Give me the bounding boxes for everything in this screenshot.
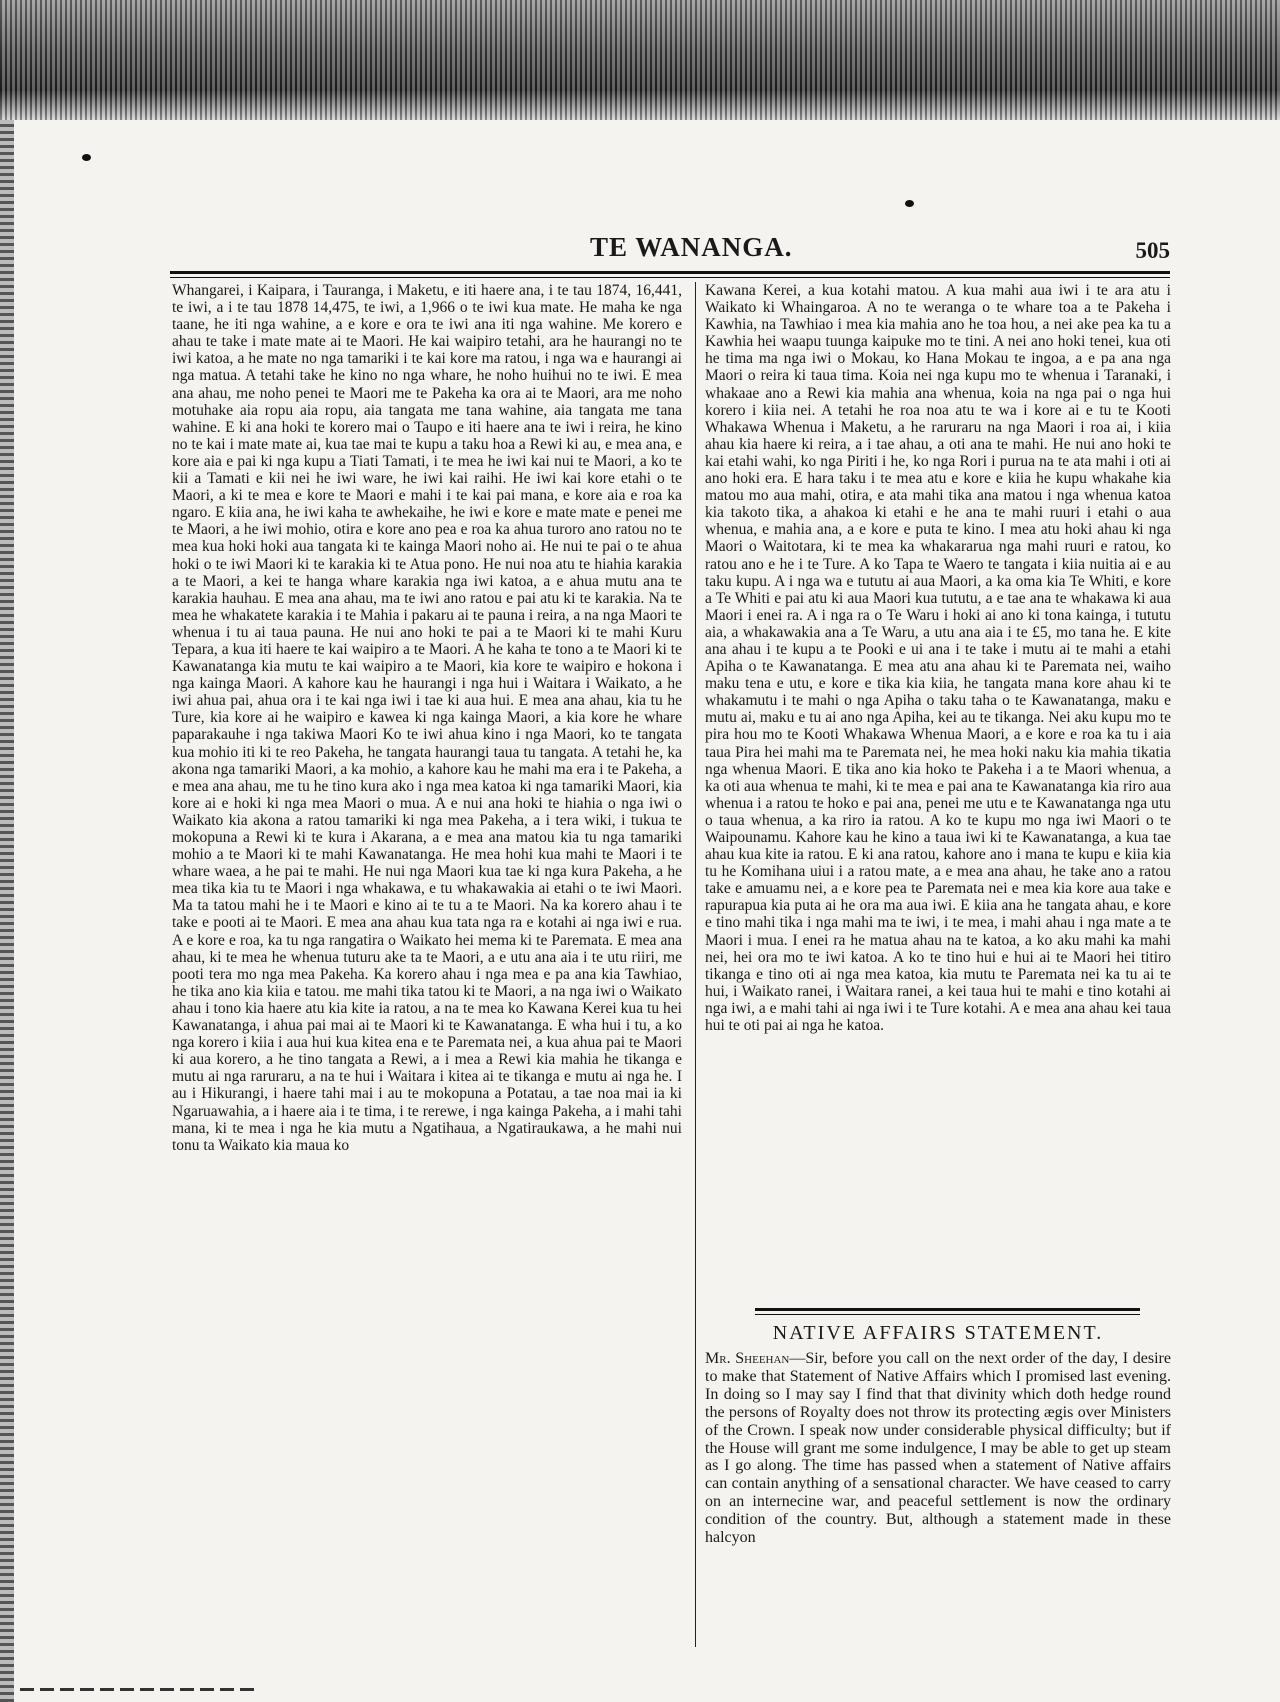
page-number: 505 xyxy=(1135,238,1170,263)
section-rule xyxy=(755,1308,1140,1311)
header-rule-thin xyxy=(170,277,1170,278)
column-divider xyxy=(695,282,696,1647)
speech-text: —Sir, before you call on the next order of the day, I desire to make that Statement of Native Affairs which I promised last evening. In doing so I may say I find that that divinity which doth hedge round the persons of Royalty does not throw its protecting ægis over Ministers of the Crown. I speak now under considerable physical difficulty; but if the House will grant me some indulgence, I may be able to get up steam as I go along. The time has passed when a statement of Native affairs can contain anything of a sensational character. We have ceased to carry on an internecine war, and peaceful settlement is now the ordinary condition of the country. But, although a statement made in these halcyon xyxy=(705,1350,1171,1547)
running-title: TE WANANGA. xyxy=(590,232,793,262)
right-column xyxy=(705,282,1171,1034)
scan-border-left xyxy=(0,120,14,1702)
scan-border-top xyxy=(0,0,1280,120)
ink-dot xyxy=(905,200,914,207)
speaker-name: Mr. Sheehan xyxy=(705,1350,790,1367)
speech-paragraph xyxy=(705,1350,1171,1650)
section-rule-thin xyxy=(755,1314,1140,1315)
header-rule xyxy=(170,271,1170,274)
ink-dot xyxy=(82,154,91,161)
left-column xyxy=(172,282,682,1647)
right-column-text: Kawana Kerei, a kua kotahi matou. A kua mahi aua iwi i te ara atu i Waikato ki Whaingaroa. A no te weranga o te whare toa a te Pakeha i Kawhia, na Tawhiao i mea kia mahia ano he toa hou, a nei ake pea ka tu a Kawhia hei waapu tuunga kaipuke mo te tini. A nei ano hoki tenei, kua oti he tima ma nga iwi o Mokau, ko Hana Mokau te ingoa, a e pa ana nga Maori o reira ki taua tima. Koia nei nga kupu mo te whenua i Taranaki, i whakaae ano a Rewi kia mahia ana whenua, koia na nga pai o nga hui korero i kiia nei. A tetahi he roa noa atu te wa i kore ai e tu te Kooti Whakawa Whenua i Maketu, a he raruraru na nga Maori i roa ai, i kiia ahau kia haere ki reira, a i tae ahau, a oti ana te mahi. He nui ano hoki te kai etahi wahi, ko nga Piriti i he, ko nga Rori i purua na te ata mahi i oti ai ano hoki era. E hara taku i te mea atu e kore e kiia he kupu whakahe kia matou mo aua mahi, otira, e ata mahi tika ana matou i nga whenua katoa kia takoto tika, a ahakoa ki etahi e he ana te mahi ruuri i etahi o aua whenua, e mahia ana, a e kore e puta te kino. I mea atu hoki ahau ki nga Maori o Waitotara, ki te mea ka whakararua nga mahi ruuri e ratou, ko ratou ano e he i te Ture. A ko Tapa te Waero te tangata i kiia nuitia ai e au taku kupu. A i nga wa e tututu ai aua Maori, a ka oma kia Te Whiti, e kore a Te Whiti e pai atu ki aua Maori kua tututu, a e tae ana te whakawa ki aua Maori i enei ra. A i nga ra o Te Waru i hoki ai ano ki tona kainga, i tututu aia, a whakawakia ana a Te Waru, a utu ana aia i te £5, mo tana he. E kite ana ahau i te kupu a te Pooki e ui ana i te take i mutu ai te mahi a etahi Apiha o te Kawanatanga. E mea atu ana ahau ki te Paremata nei, waiho maku tena e utu, e kore e tika kia kiia, he tangata mana kore ahau ki te whakamutu i te mahi o nga Apiha o taku taha o te Kawanatanga, maku e mutu ai, maku e tu ai ano nga Apiha, kei au te tikanga. Nei aku kupu mo te pira hou mo te Kooti Whakawa Whenua Maori, a e kore e roa ka tu i aia taua Pira hei mahi ma te Paremata nei, he mea hoki naku kia mahia tikatia nga whenua Maori. E tika ano kia hoko te Pakeha i a te Maori whenua, a ka oti aua whenua te mahi, ki te mea e pai ana te Kawanatanga kia riro aua whenua i a ratou te hoko e pai ana, penei me utu e te Kawanatanga nga utu o taua whenua, a ka riro ia ratou. A ko te kupu mo nga iwi Maori o te Waipounamu. Kahore kau he kino a taua iwi ki te Kawanatanga, a kua tae ahau kua kite ia ratou. E ki ana ratou, kahore ano i mana te kupu e kiia kia tu he Komihana uiui i a ratou mate, a e mea ana ahau, he take ano a ratou take e amuamu nei, a e kore pea te Paremata nei e mea kia kore aua take e rapurapua kia puta ai he ora ma aua iwi. E kiia ana he tangata ahau, e kore e tino mahi tika i nga mahi ma te iwi, i te mea, i mahi ahau i nga mate a te Maori i mua. I enei ra he matua ahau na te katoa, a ko aku mahi ka mahi nei, hei ora mo te iwi katoa. A ko te tino hui e hui ai te Maori hei titiro tikanga e tino oti ai nga mea katoa, kia mutu te Paremata nei ka tu ai te hui, i Waikato ranei, i Waitara ranei, a kei taua hui te mahi e tino kotahi ai nga iwi, a e mahi tahi ai nga iwi i te Ture kotahi. A e mea ana ahau kei taua hui te oti pai ai nga he katoa. xyxy=(705,282,1171,1035)
left-column-text: Whangarei, i Kaipara, i Tauranga, i Maketu, e iti haere ana, i te tau 1874, 16,441, te iwi, a i te tau 1878 14,475, te iwi, a 1,966 o te iwi kua mate. He maha ke nga taane, he iti nga wahine, a e kore e ora te iwi ana iti nga wahine. Me korero e ahau te take i mate mate ai te Maori. He kai waipiro tetahi, ara he haurangi no te iwi katoa, a he mate no nga tamariki i te kai kore ma ratou, i nga wa e haurangi ai nga matua. A tetahi take he kino no nga whare, he noho huihui no te iwi. E mea ana ahau, me noho penei te Maori me te Pakeha ka ora ai te Maori, ara me noho motuhake aia ropu aia ropu, aia tangata me tana wahine, aia tangata me tana wahine. E ki ana hoki te korero mai o Taupo e iti haere ana te iwi i reira, he kino no te kai i mate mate ai, kua tae mai te kupu a taku hoa a Rewi ki au, e mea ana, e kore aia e pai ki nga kupu a Tiati Tamati, i te mea he iwi kai nui te Maori, a ko te kii a Tamati e kii nei he iwi ware, he iwi kai raihi. He iwi kai kore etahi o te Maori, a ki te mea e kore te Maori e mahi i te kai pai mana, e kore aia e roa ka ngaro. E kiia ana, he iwi kaha te awhekaihe, he iwi e kore e mate mate e penei me te Maori, a he iwi mohio, otira e kore ano pea e roa ka ahua turoro ano ratou no te mea kua hoki hoki aua tangata ki te kainga Maori noho ai. He nui te pai o te ahua hoki o te iwi Maori ki te karakia ki te Atua pono. He nui noa atu te hiahia karakia a te Maori, a kei te hanga whare karakia nga iwi katoa, a e ahua mutu ana te karakia hauhau. E mea ana ahau, ma te iwi ano ratou e pai atu ki te karakia. Na te mea he whakatete karakia i te Mahia i pakaru ai te pauna i reira, a na nga Maori te whenua i tu ai taua pauna. He nui ano hoki te pai a te Maori ki te mahi Kuru Tepara, a kua iti haere te kai waipiro a te Maori. A he kaha te tono a te Maori ki te Kawanatanga kia mutu te kai waipiro a te Maori, kia kore te waipiro e hokona i nga kainga Maori. A kahore kau he haurangi i nga hui i Waitara i Waikato, a he iwi ahua pai, ahua ora i te kai nga iwi i tae ki aua hui. E mea ana ahau, kia tu he Ture, kia kore ai he waipiro e kawea ki nga kainga Maori, a kia kore he whare paparakauhe i nga takiwa Maori Ko te iwi ahua kino i nga Maori, ko te tangata kua mohio iti ki te reo Pakeha, he tangata haurangi taua tu tangata. A tetahi he, ka akona nga tamariki Maori, a ka mohio, a kahore kau he mahi ma era i te Pakeha, a e mea ana ahau, me tu he tino kura ako i nga mea katoa ki nga tamariki Maori, kia kore ai e hoki ki nga mea Maori o mua. A e nui ana hoki te hiahia o nga iwi o Waikato kia akona a ratou tamariki ki nga mea Pakeha, a i tera wiki, i tukua te mokopuna a Rewi ki te kura i Akarana, a e mea ana matou kia tu nga tamariki mohio a te Maori ki te mahi Kawanatanga. He mea hohi kua mahi te Maori i te whare waea, a he pai te mahi. He nui nga Maori kua tae ki nga kura Pakeha, a he mea tika kia tu te Maori i nga whakawa, e tu whakawakia ai etahi o te iwi Maori. Ma ta tatou mahi he i te Maori e kino ai te tu a te Maori. Na ka korero ahau i te take e pooti ai te Maori. E mea ana ahau kua tata nga ra e kotahi ai nga iwi e rua. A e kore e roa, ka tu nga rangatira o Waikato hei mema ki te Paremata. E mea ana ahau, ki te mea he whenua tuturu ake ta te Maori, a e utu ana aia i te utu riiri, me pooti tera mo nga mea Pakeha. Ka korero ahau i nga mea e pa ana kia Tawhiao, he tika ano kia kiia e tatou. me mahi tika tatou ki te Maori, a na nga iwi o Waikato ahau i tono kia haere atu kia kite ia ratou, a na te mea ko Kawana Kerei kua tu hei Kawanatanga, i ahua pai mai ai te Maori ki te Kawanatanga. E wha hui i tu, a ko nga korero i kiia i aua hui kua kitea ena e te Paremata nei, a kua ahua pai te Maori ki aua korero, a he tino tangata a Rewi, a i mea a Rewi kia mahia he tikanga e mutu ai nga raruraru, a na te hui i Waitara i kitea ai te tikanga e mutu ai nga he. I au i Hikurangi, i haere tahi mai i au te mokopuna a Potatau, a tae noa mai ia ki Ngaruawahia, a i haere aia i te tima, i te rerewe, i nga kainga Pakeha, a i mahi tahi mana, ki te mea i nga he kia mutu a Ngatihaua, a Ngatiraukawa, a he mahi nui tonu ta Waikato kia maua ko xyxy=(172,282,682,1154)
scan-border-bottom xyxy=(20,1688,260,1691)
section-title: NATIVE AFFAIRS STATEMENT. xyxy=(772,1322,1104,1344)
page-header xyxy=(170,232,1170,266)
